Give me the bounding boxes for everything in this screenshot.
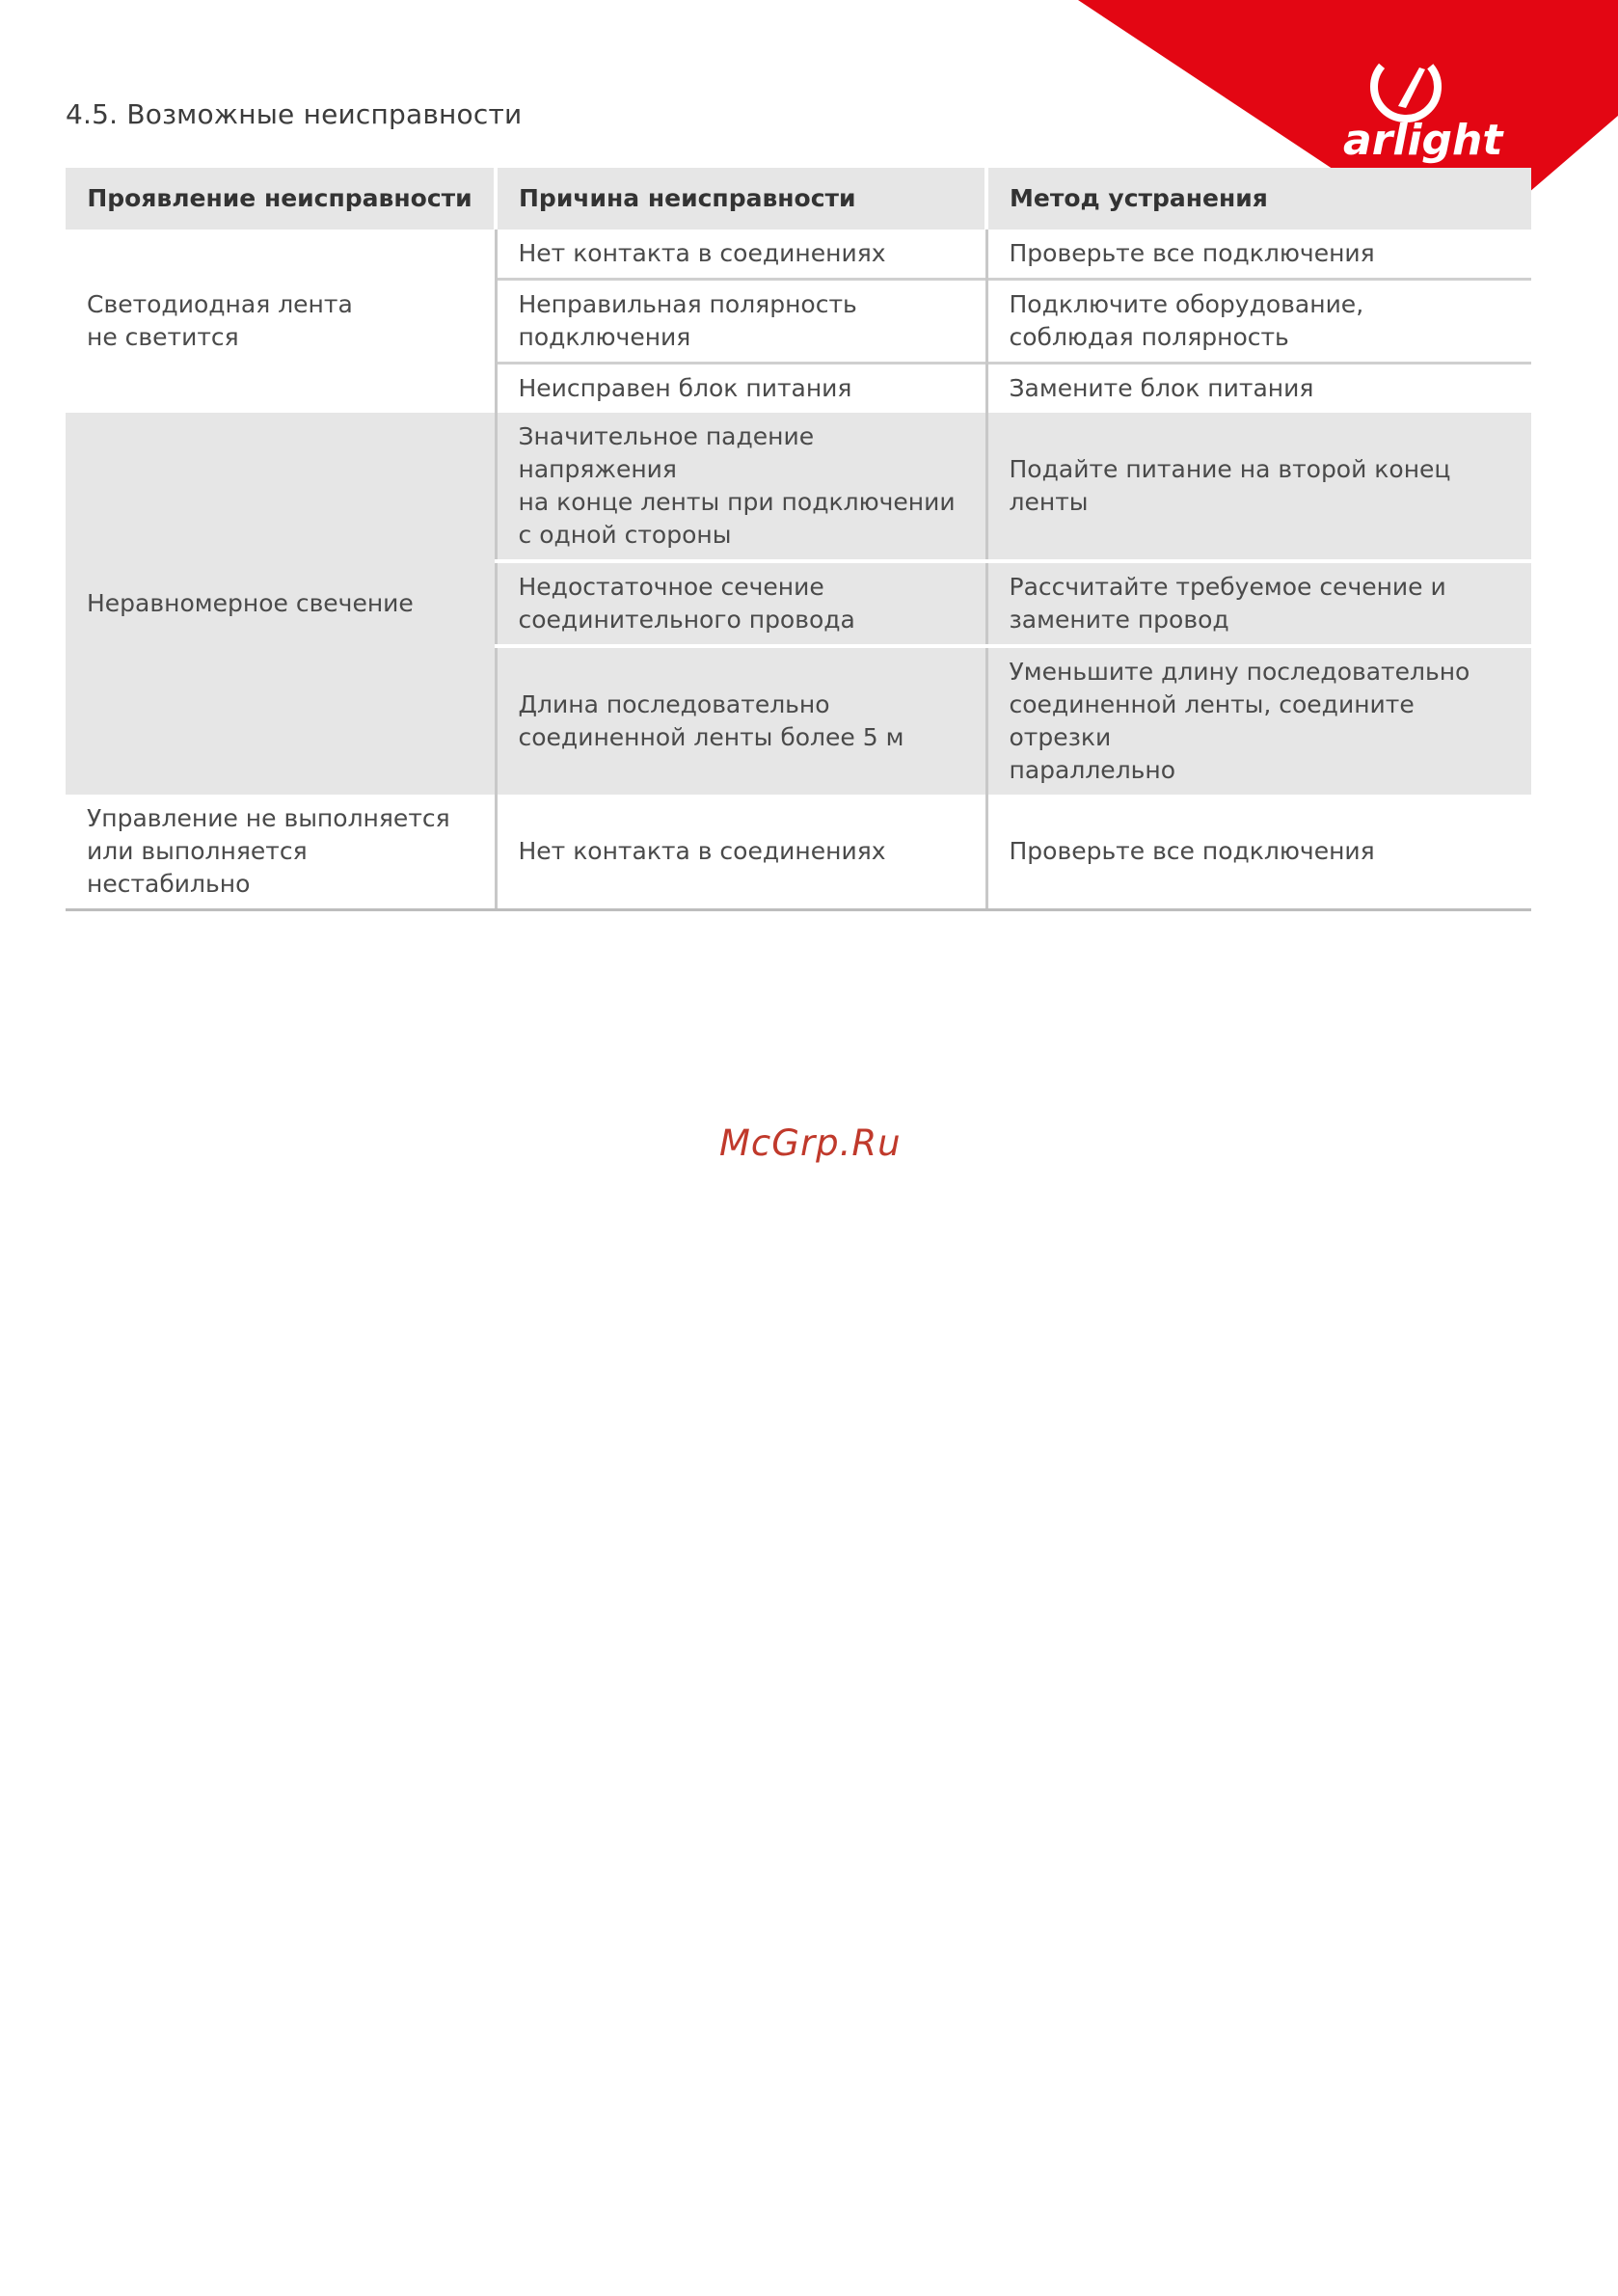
table-row (66, 413, 1531, 561)
symptom-cell: Светодиодная лента не светится (66, 230, 496, 413)
section-title: 4.5. Возможные неисправности (66, 98, 523, 130)
cause-cell: Нет контакта в соединениях (496, 795, 986, 910)
cause-cell: Неисправен блок питания (496, 364, 986, 414)
header-symptom: Проявление неисправности (66, 168, 496, 230)
cause-cell: Значительное падение напряжения на конце ленты при подключении с одной стороны (496, 413, 986, 561)
cause-cell: Нет контакта в соединениях (496, 230, 986, 280)
fix-cell: Подключите оборудование, соблюдая полярность (986, 280, 1531, 364)
fault-group (66, 795, 1531, 910)
header-cause: Причина неисправности (496, 168, 986, 230)
fix-cell: Подайте питание на второй конец ленты (986, 413, 1531, 561)
logo-wordmark: arlight (1343, 116, 1503, 165)
troubleshooting-table (66, 168, 1531, 911)
table-row (66, 230, 1531, 280)
table-header (66, 168, 1531, 230)
cause-cell: Неправильная полярность подключения (496, 280, 986, 364)
watermark: McGrp.Ru (719, 1122, 902, 1164)
fault-group (66, 413, 1531, 795)
fix-cell: Проверьте все подключения (986, 795, 1531, 910)
fix-cell: Проверьте все подключения (986, 230, 1531, 280)
header-fix: Метод устранения (986, 168, 1531, 230)
cause-cell: Длина последовательно соединенной ленты более 5 м (496, 646, 986, 795)
table-row (66, 795, 1531, 910)
fault-group (66, 230, 1531, 413)
cause-cell: Недостаточное сечение соединительного провода (496, 561, 986, 646)
symptom-cell: Управление не выполняется или выполняется нестабильно (66, 795, 496, 910)
fix-cell: Рассчитайте требуемое сечение и замените провод (986, 561, 1531, 646)
symptom-cell: Неравномерное свечение (66, 413, 496, 795)
fix-cell: Замените блок питания (986, 364, 1531, 414)
fix-cell: Уменьшите длину последовательно соединенной ленты, соедините отрезки параллельно (986, 646, 1531, 795)
